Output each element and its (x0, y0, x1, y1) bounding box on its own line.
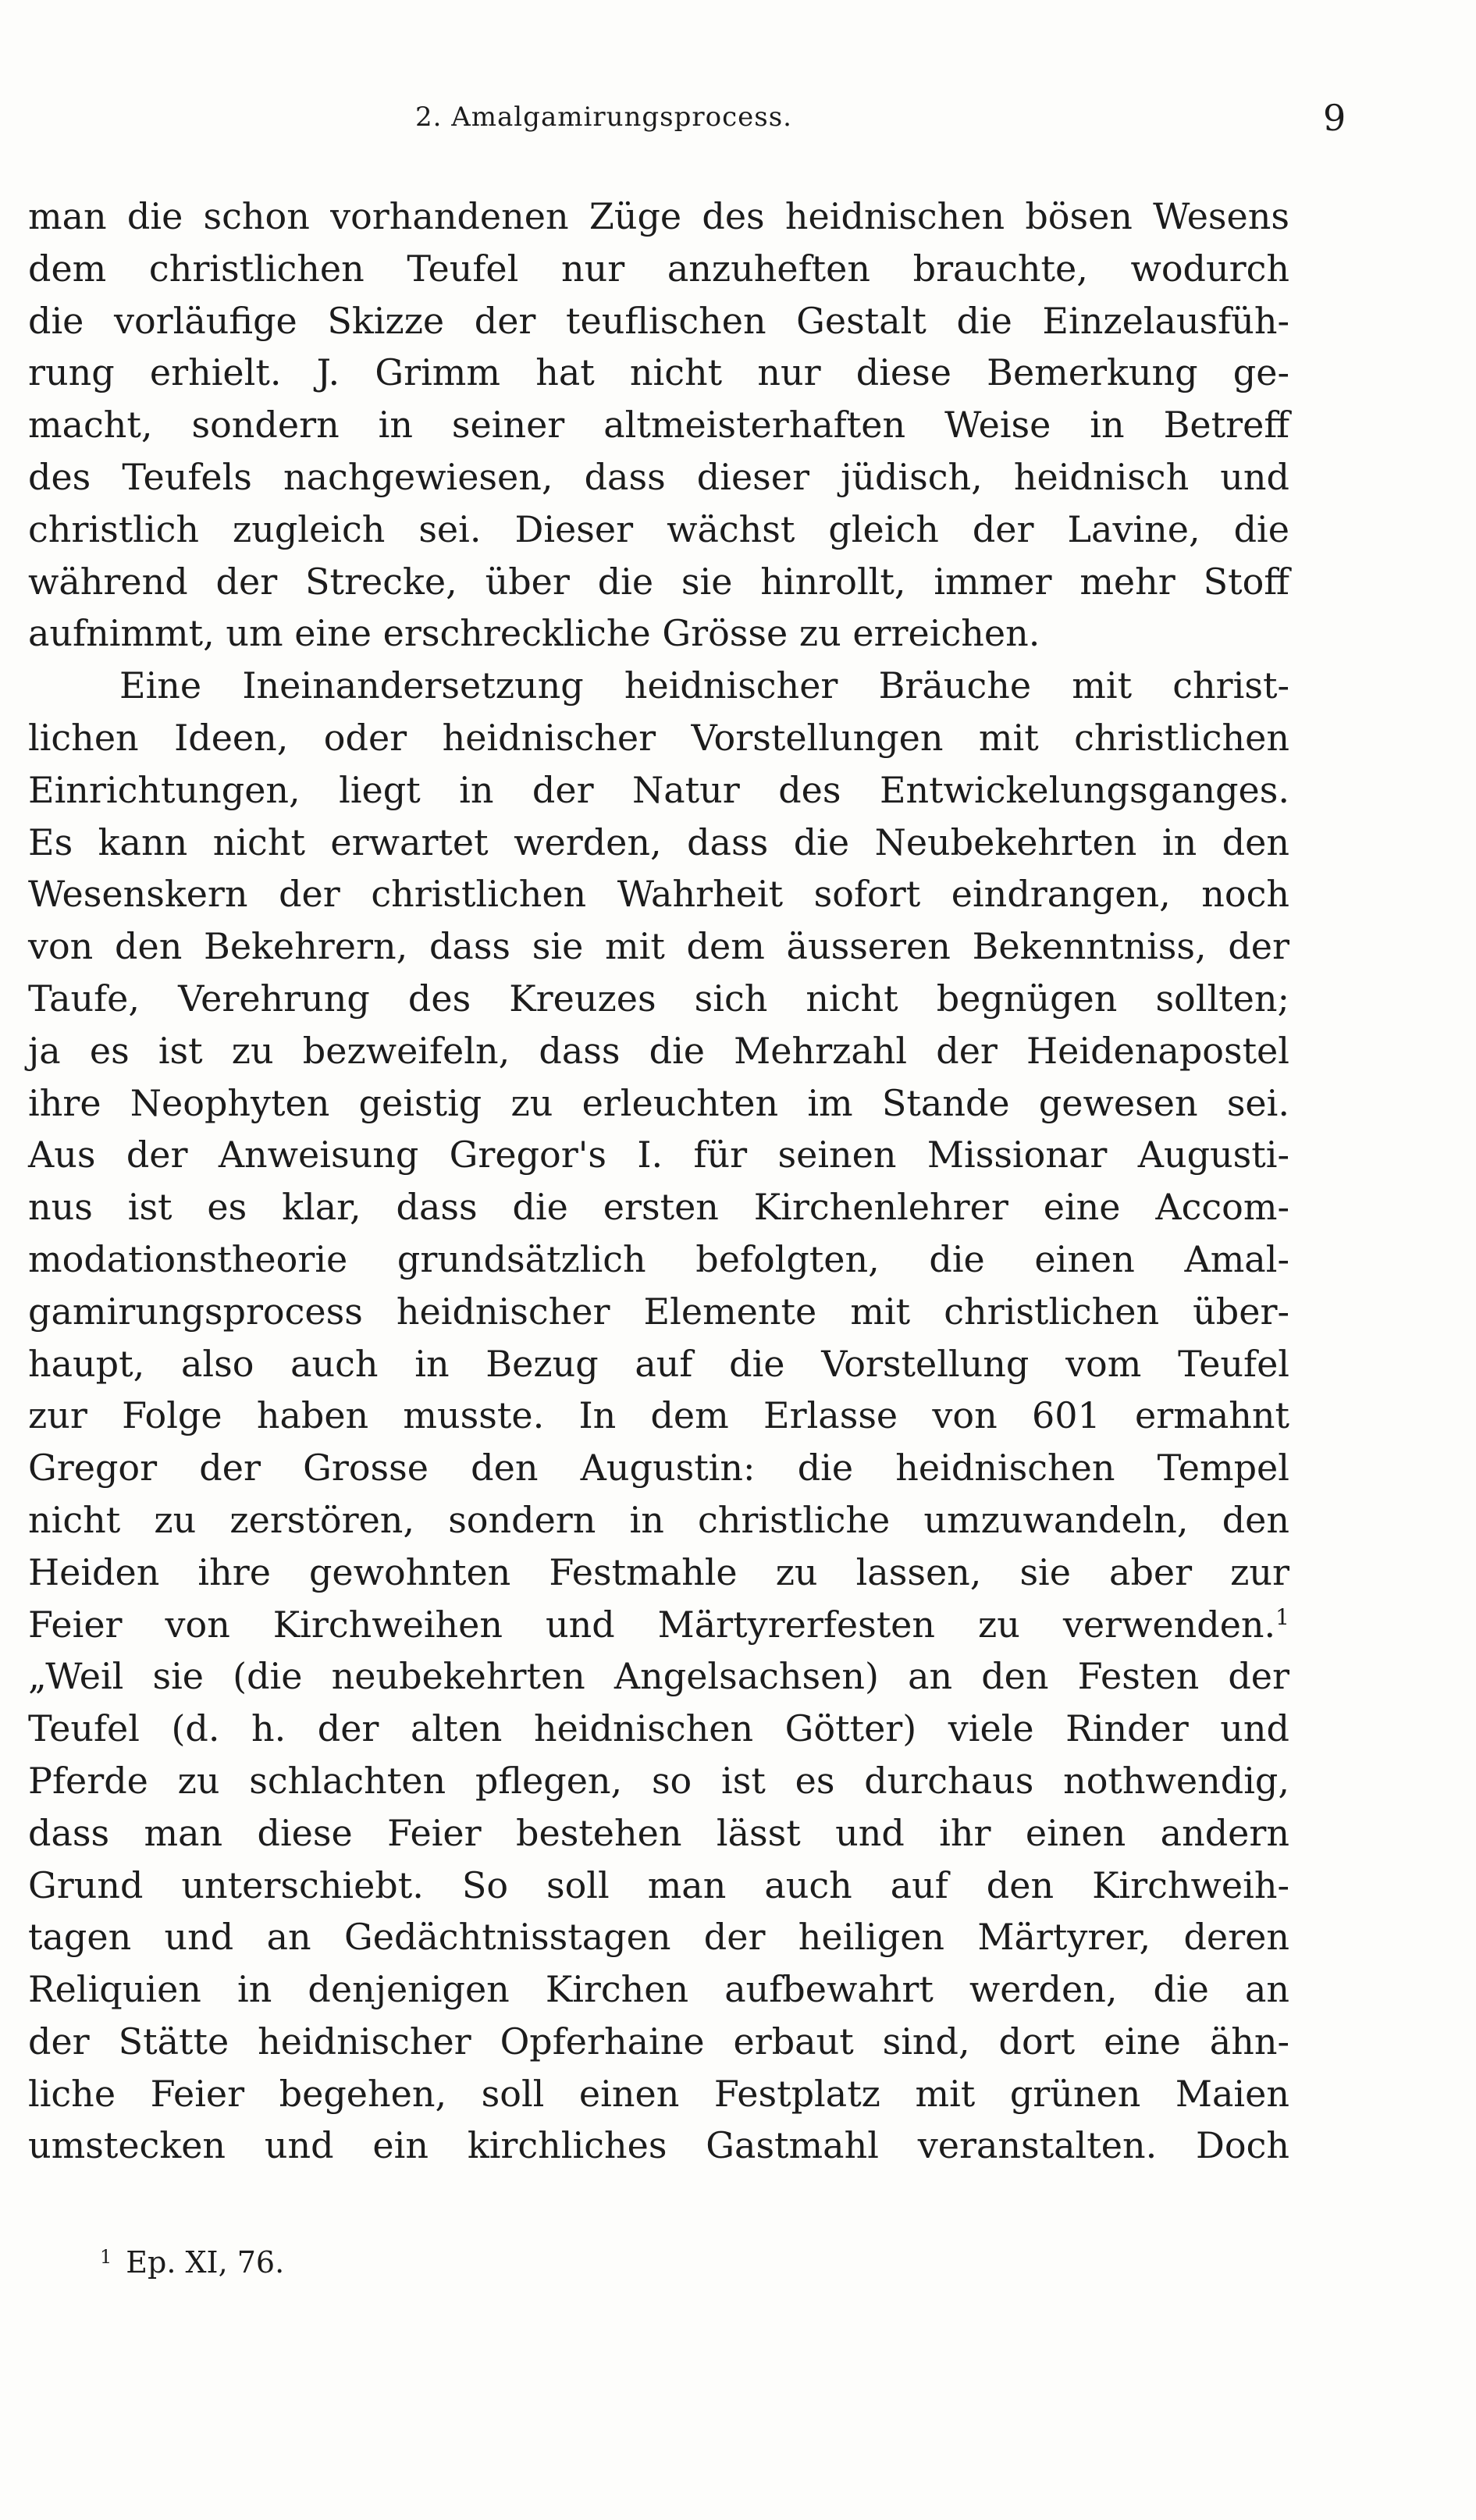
footnote-reference[interactable]: 1 (1275, 1603, 1289, 1630)
text-line: dass man diese Feier bestehen lässt und ihr einen andern (28, 1811, 1289, 1854)
text-line: Heiden ihre gewohnten Festmahle zu lassen, sie aber zur (28, 1550, 1289, 1593)
text-line: umstecken und ein kirchliches Gastmahl veranstalten. Doch (28, 2124, 1289, 2167)
text-line: Eine Ineinandersetzung heidnischer Bräuche mit christ- (119, 664, 1289, 707)
text-line-content: Feier von Kirchweihen und Märtyrerfesten zu verwenden. (28, 1603, 1276, 1646)
text-line: liche Feier begehen, soll einen Festplatz mit grünen Maien (28, 2072, 1289, 2115)
text-line: Pferde zu schlachten pflegen, so ist es durchaus nothwendig, (28, 1759, 1289, 1802)
text-line: macht, sondern in seiner altmeisterhaften Weise in Betreff (28, 404, 1289, 447)
text-line: von den Bekehrern, dass sie mit dem äusseren Bekenntniss, der (28, 925, 1289, 968)
text-line: Grund unterschiebt. So soll man auch auf den Kirchweih- (28, 1863, 1289, 1906)
text-line: christlich zugleich sei. Dieser wächst gleich der Lavine, die (28, 507, 1289, 550)
text-line: des Teufels nachgewiesen, dass dieser jüdisch, heidnisch und (28, 455, 1289, 498)
text-line: Es kann nicht erwartet werden, dass die Neubekehrten in den (28, 820, 1289, 863)
text-line-with-footnote-ref (28, 1599, 1289, 1651)
text-line: während der Strecke, über die sie hinrollt, immer mehr Stoff (28, 560, 1289, 603)
text-line: der Stätte heidnischer Opferhaine erbaut sind, dort eine ähn- (28, 2020, 1289, 2063)
text-line: nus ist es klar, dass die ersten Kirchenlehrer eine Accom- (28, 1186, 1289, 1229)
text-line: nicht zu zerstören, sondern in christliche umzuwandeln, den (28, 1498, 1289, 1541)
text-line: Teufel (d. h. der alten heidnischen Götter) viele Rinder und (28, 1707, 1289, 1750)
text-line: Gregor der Grosse den Augustin: die heidnischen Tempel (28, 1447, 1289, 1490)
footnote-mark: 1 (100, 2246, 112, 2268)
text-line: zur Folge haben musste. In dem Erlasse von 601 ermahnt (28, 1394, 1289, 1437)
footnote-text: Ep. XI, 76. (126, 2245, 285, 2280)
text-line: modationstheorie grundsätzlich befolgten, die einen Amal- (28, 1237, 1289, 1280)
text-line: rung erhielt. J. Grimm hat nicht nur diese Bemerkung ge- (28, 351, 1289, 394)
text-line: gamirungsprocess heidnischer Elemente mit christlichen über- (28, 1290, 1289, 1333)
text-line: man die schon vorhandenen Züge des heidnischen bösen Wesens (28, 195, 1289, 237)
text-line: ja es ist zu bezweifeln, dass die Mehrzahl der Heidenapostel (28, 1029, 1289, 1072)
page-header (0, 97, 1476, 147)
text-line: Taufe, Verehrung des Kreuzes sich nicht begnügen sollten; (28, 977, 1289, 1020)
text-line: ihre Neophyten geistig zu erleuchten im Stande gewesen sei. (28, 1081, 1289, 1124)
text-line: aufnimmt, um eine erschreckliche Grösse zu erreichen. (28, 612, 1040, 655)
text-line: die vorläufige Skizze der teuflischen Gestalt die Einzelausfüh- (28, 299, 1289, 342)
footnote (100, 2237, 284, 2282)
text-line: Wesenskern der christlichen Wahrheit sofort eindrangen, noch (28, 873, 1289, 916)
running-title: 2. Amalgamirungsprocess. (415, 101, 792, 133)
text-line: Aus der Anweisung Gregor's I. für seinen Missionar Augusti- (28, 1134, 1289, 1176)
text-line: lichen Ideen, oder heidnischer Vorstellungen mit christlichen (28, 716, 1289, 759)
text-line: „Weil sie (die neubekehrten Angelsachsen) an den Festen der (28, 1655, 1289, 1698)
page-number: 9 (1323, 97, 1346, 139)
text-line: Einrichtungen, liegt in der Natur des Entwickelungsganges. (28, 768, 1289, 811)
text-line: haupt, also auch in Bezug auf die Vorstellung vom Teufel (28, 1342, 1289, 1385)
body-text (28, 190, 1289, 2172)
text-line: dem christlichen Teufel nur anzuheften brauchte, wodurch (28, 247, 1289, 290)
text-line: Reliquien in denjenigen Kirchen aufbewahrt werden, die an (28, 1968, 1289, 2011)
text-line: tagen und an Gedächtnisstagen der heiligen Märtyrer, deren (28, 1916, 1289, 1959)
